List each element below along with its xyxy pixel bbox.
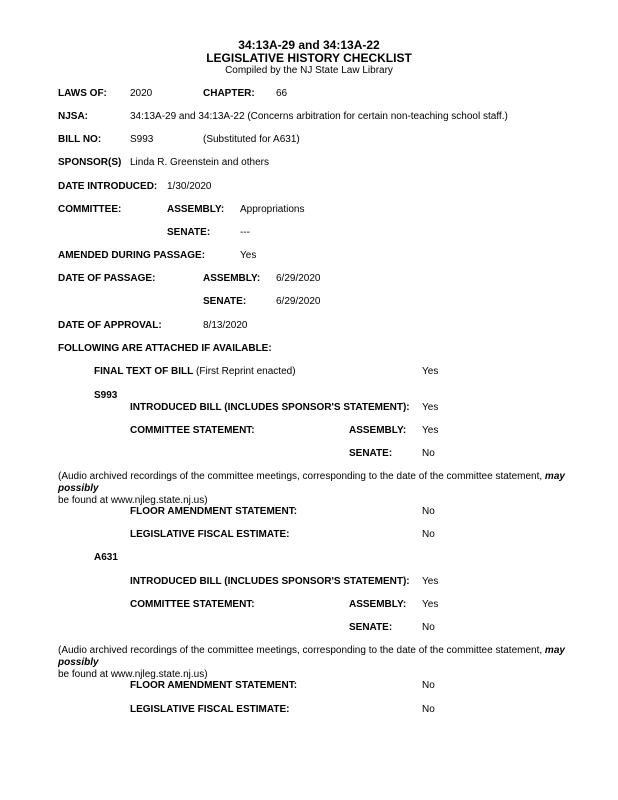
s993-assembly-label: ASSEMBLY: (349, 425, 407, 436)
final-text-note: (First Reprint enacted) (196, 366, 296, 377)
date-introduced-label: DATE INTRODUCED: (58, 181, 158, 192)
s993-senate-label: SENATE: (349, 448, 393, 459)
s993-fiscal-value: No (422, 529, 435, 540)
a631-floor-label: FLOOR AMENDMENT STATEMENT: (130, 680, 298, 691)
committee-assembly-value: Appropriations (240, 204, 305, 215)
amended-value: Yes (240, 250, 257, 261)
final-text-value: Yes (422, 366, 439, 377)
njsa-label: NJSA: (58, 111, 89, 122)
date-of-approval-value: 8/13/2020 (203, 320, 248, 331)
sponsors-label: SPONSOR(S) (58, 157, 122, 168)
date-of-passage-label: DATE OF PASSAGE: (58, 273, 156, 284)
laws-of-value: 2020 (130, 88, 153, 99)
s993-note-after: be found at www.njleg.state.nj.us) (58, 495, 208, 506)
s993-introduced-value: Yes (422, 402, 439, 413)
bill-no-note: (Substituted for A631) (203, 134, 300, 145)
passage-assembly-value: 6/29/2020 (276, 273, 321, 284)
a631-fiscal-value: No (422, 704, 435, 715)
committee-senate-label: SENATE: (167, 227, 211, 238)
sponsors-value: Linda R. Greenstein and others (130, 157, 269, 168)
date-introduced-value: 1/30/2020 (167, 181, 212, 192)
passage-senate-value: 6/29/2020 (276, 296, 321, 307)
s993-audio-note (58, 471, 603, 507)
compiled-by: Compiled by the NJ State Law Library (225, 65, 393, 76)
laws-of-label: LAWS OF: (58, 88, 107, 99)
a631-note-before: (Audio archived recordings of the committee meetings, corresponding to the date of the committee statement, (58, 645, 543, 656)
a631-assembly-value: Yes (422, 599, 439, 610)
chapter-label: CHAPTER: (203, 88, 255, 99)
committee-senate-value: --- (240, 227, 250, 238)
bill-no-label: BILL NO: (58, 134, 102, 145)
a631-audio-note (58, 645, 603, 681)
a631-committee-label: COMMITTEE STATEMENT: (130, 599, 255, 610)
bill-no-value: S993 (130, 134, 154, 145)
a631-fiscal-label: LEGISLATIVE FISCAL ESTIMATE: (130, 704, 290, 715)
final-text-label: FINAL TEXT OF BILL (94, 366, 194, 377)
njsa-value: 34:13A-29 and 34:13A-22 (Concerns arbitration for certain non-teaching school staff.) (130, 111, 508, 122)
a631-senate-value: No (422, 622, 435, 633)
a631-introduced-value: Yes (422, 576, 439, 587)
committee-assembly-label: ASSEMBLY: (167, 204, 225, 215)
a631-senate-label: SENATE: (349, 622, 393, 633)
passage-senate-label: SENATE: (203, 296, 247, 307)
passage-assembly-label: ASSEMBLY: (203, 273, 261, 284)
a631-floor-value: No (422, 680, 435, 691)
s993-floor-label: FLOOR AMENDMENT STATEMENT: (130, 506, 298, 517)
chapter-value: 66 (276, 88, 288, 99)
committee-label: COMMITTEE: (58, 204, 122, 215)
s993-assembly-value: Yes (422, 425, 439, 436)
s993-floor-value: No (422, 506, 435, 517)
s993-note-emphasis: may possibly (58, 471, 565, 494)
a631-assembly-label: ASSEMBLY: (349, 599, 407, 610)
s993-committee-label: COMMITTEE STATEMENT: (130, 425, 255, 436)
s993-senate-value: No (422, 448, 435, 459)
s993-bill-label: S993 (94, 390, 118, 401)
a631-note-emphasis: may possibly (58, 645, 565, 668)
s993-fiscal-label: LEGISLATIVE FISCAL ESTIMATE: (130, 529, 290, 540)
a631-introduced-label: INTRODUCED BILL (INCLUDES SPONSOR'S STATEMENT): (130, 576, 410, 587)
date-of-approval-label: DATE OF APPROVAL: (58, 320, 162, 331)
attached-heading: FOLLOWING ARE ATTACHED IF AVAILABLE: (58, 343, 272, 354)
final-text-row (94, 366, 296, 378)
a631-bill-label: A631 (94, 552, 118, 563)
s993-note-before: (Audio archived recordings of the committee meetings, corresponding to the date of the committee statement, (58, 471, 543, 482)
amended-label: AMENDED DURING PASSAGE: (58, 250, 206, 261)
document-title: 34:13A-29 and 34:13A-22 (238, 38, 380, 52)
a631-note-after: be found at www.njleg.state.nj.us) (58, 669, 208, 680)
s993-introduced-label: INTRODUCED BILL (INCLUDES SPONSOR'S STATEMENT): (130, 402, 410, 413)
document-subtitle: LEGISLATIVE HISTORY CHECKLIST (206, 51, 412, 65)
